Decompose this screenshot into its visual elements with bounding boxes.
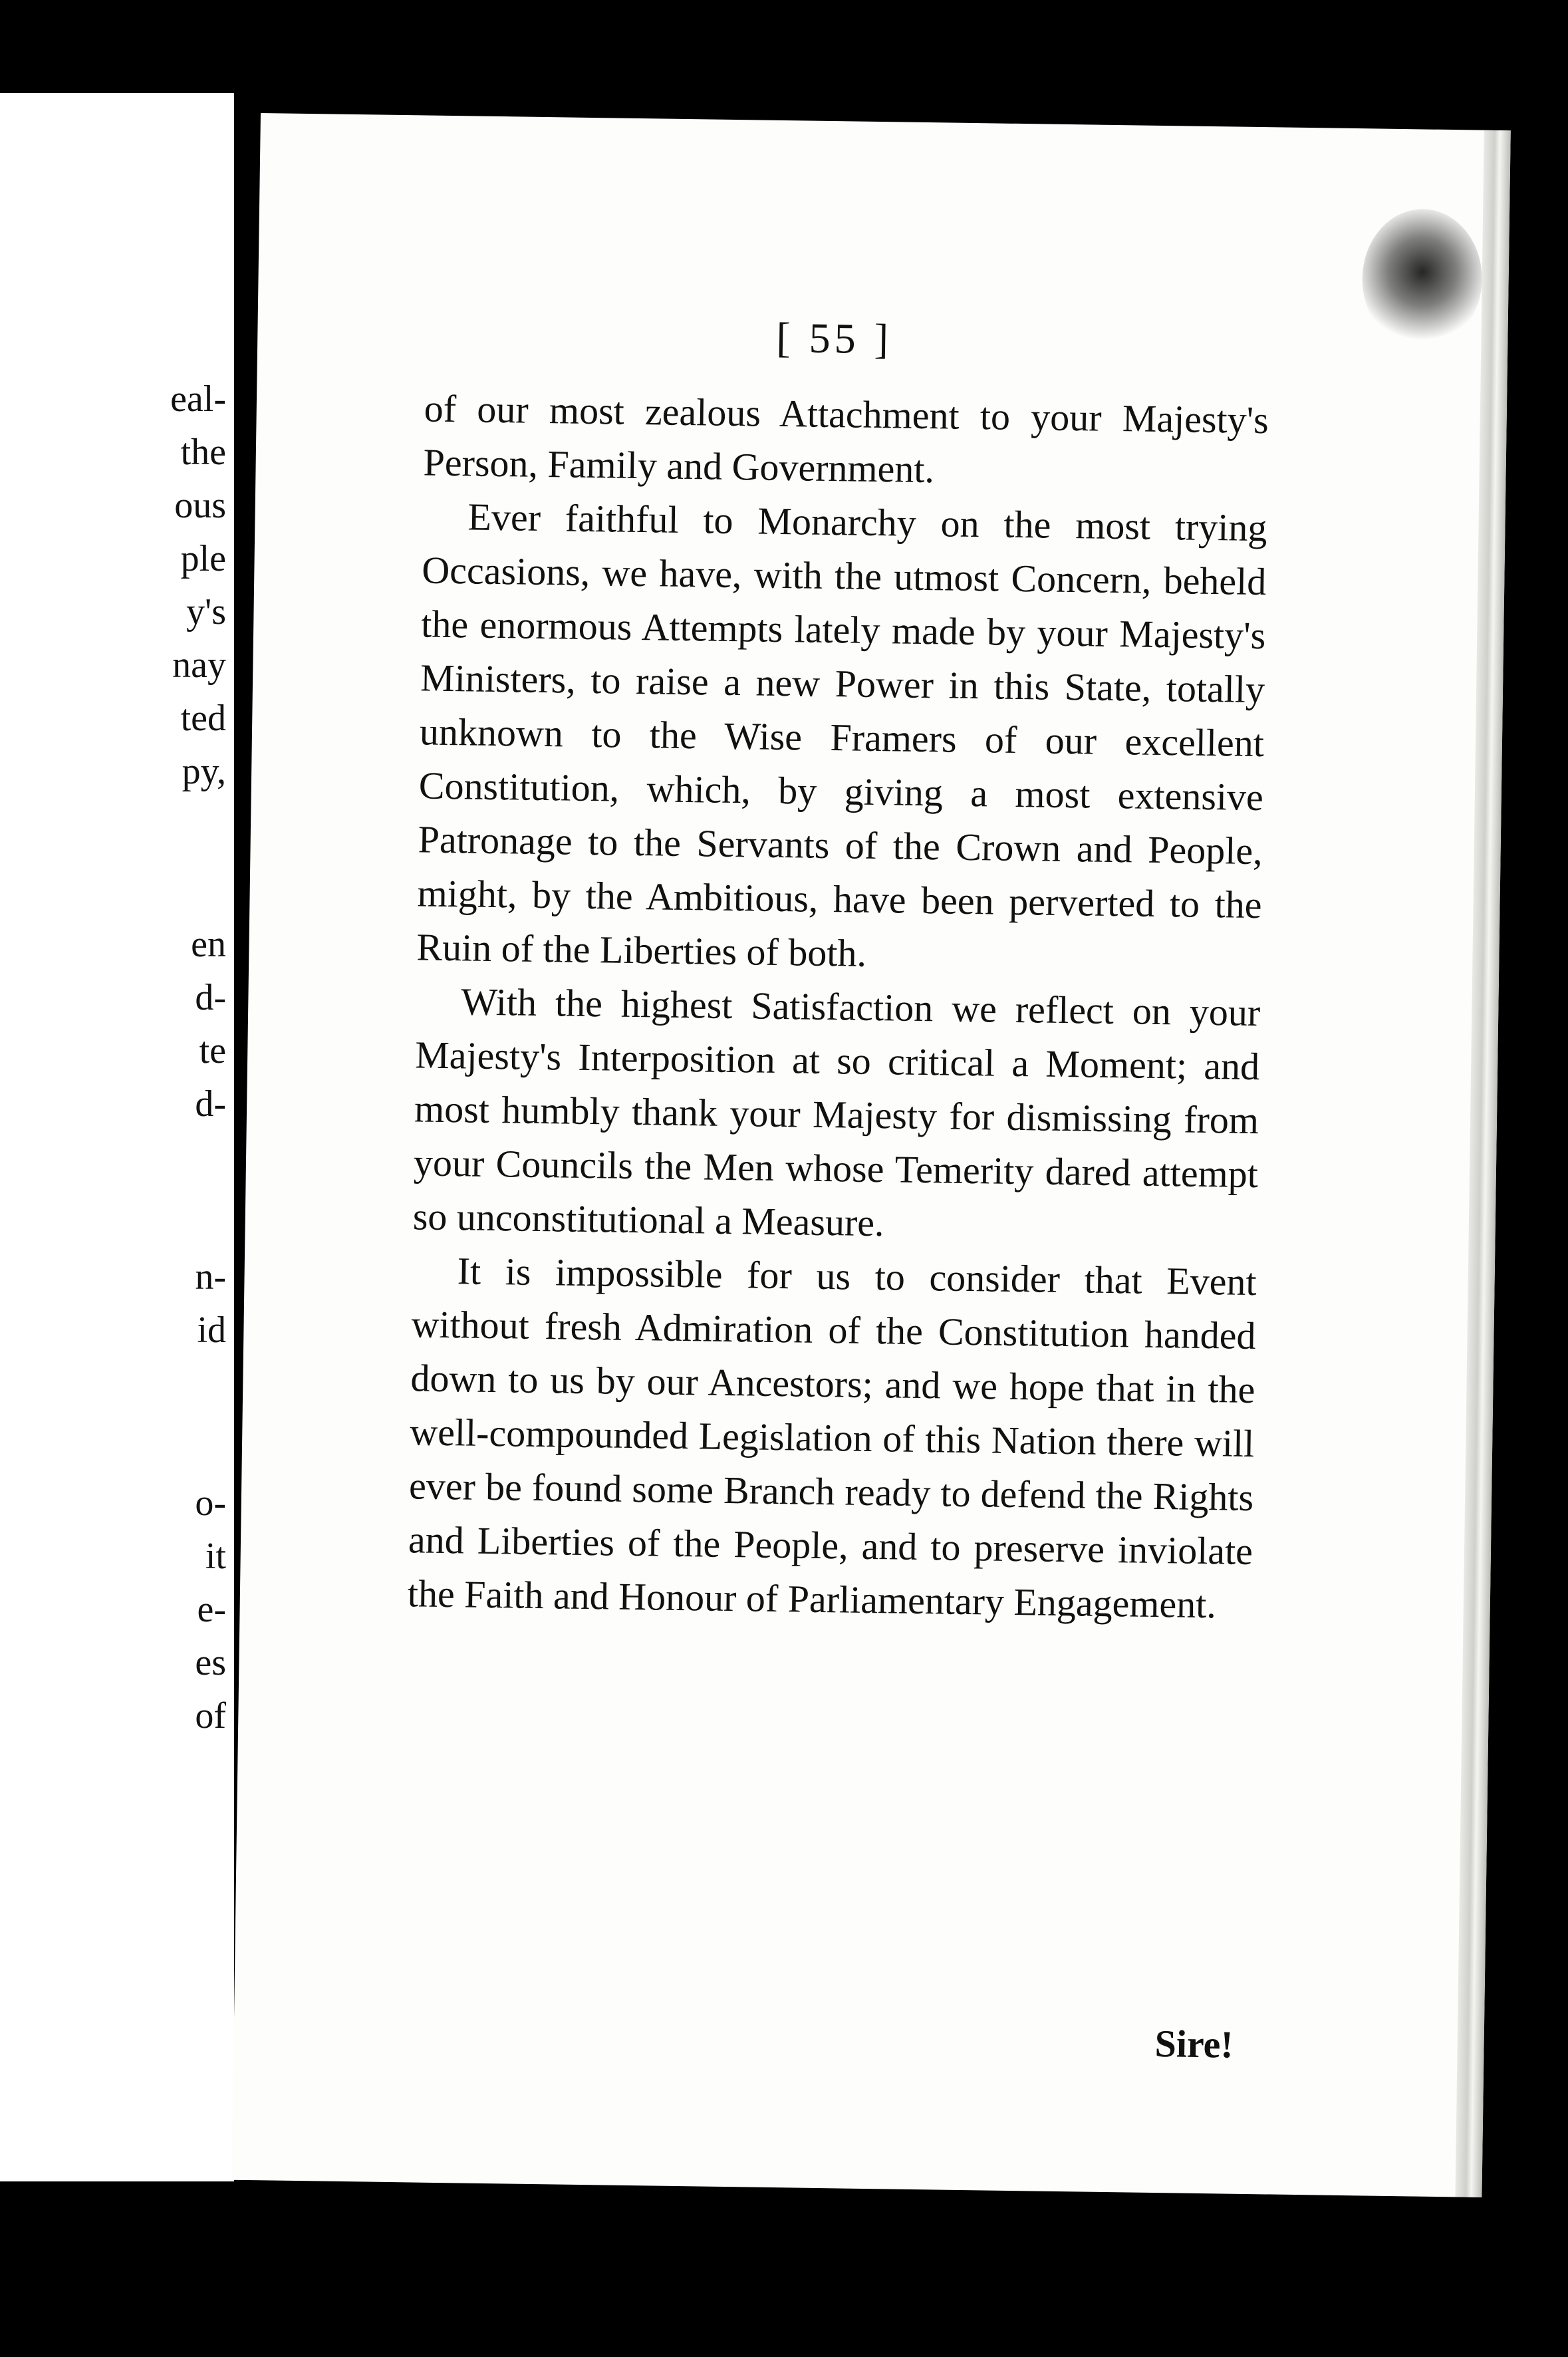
left-fragment-gap [170, 798, 226, 918]
left-fragment: ous [174, 485, 226, 526]
left-fragment: ple [180, 538, 226, 579]
left-fragment-gap [170, 1357, 226, 1476]
paragraph: It is impossible for us to consider that Event without fresh Admiration of the Constitution handed down to us by our Ancestors; and we hope that in the well-compounded Legislation of this Nation there will ever be found some Branch ready to defend the Rights and Liberties of the People, and to preserve inviolate the Faith and Honour of Parliamentary Engagement. [407, 1249, 1257, 1627]
left-page [0, 93, 234, 2181]
right-page [232, 113, 1511, 2197]
left-fragment: es [195, 1642, 226, 1683]
left-fragment: it [205, 1536, 226, 1577]
left-fragment: of [195, 1695, 226, 1736]
page-edge [1455, 130, 1510, 2197]
left-fragment: te [199, 1030, 226, 1071]
ink-stain [1361, 208, 1483, 349]
left-fragment: e- [197, 1589, 226, 1630]
body-text [407, 381, 1269, 1632]
left-fragment: o- [195, 1482, 226, 1524]
left-fragment: d- [195, 1083, 226, 1125]
paragraph: With the highest Satisfaction we reflect on your Majesty's Interposition at so critical a Moment; and most humbly thank your Majesty for dismissing from your Councils the Men whose Temerity dared attempt so unconstitutional a Measure. [412, 980, 1261, 1245]
closing-salutation: Sire! [1154, 2022, 1234, 2066]
paragraph: of our most zealous Attachment to your Majesty's Person, Family and Government. [423, 386, 1269, 491]
left-fragment: the [180, 432, 226, 473]
left-fragment: en [191, 924, 226, 965]
left-fragment: n- [195, 1256, 226, 1298]
left-fragment: eal- [170, 378, 226, 420]
left-fragment: nay [172, 644, 226, 686]
left-fragment: py, [182, 751, 226, 792]
page-number: [ 55 ] [775, 313, 893, 363]
paragraph: Ever faithful to Monarchy on the most trying Occasions, we have, with the utmost Concern, beheld the enormous Attempts lately made by your Majesty's Ministers, to raise a new Power in this State, totally unknown to the Wise Framers of our excellent Constitution, which, by giving a most extensive Patronage to the Servants of the Crown and People, might, by the Ambitious, have been perverted to the Ruin of the Liberties of both. [416, 495, 1267, 975]
left-fragment: ted [180, 698, 226, 739]
left-page-text-fragments [170, 372, 226, 1742]
left-fragment-gap [170, 1131, 226, 1250]
left-fragment: id [197, 1310, 226, 1351]
left-fragment: y's [186, 591, 226, 632]
left-fragment: d- [195, 977, 226, 1018]
